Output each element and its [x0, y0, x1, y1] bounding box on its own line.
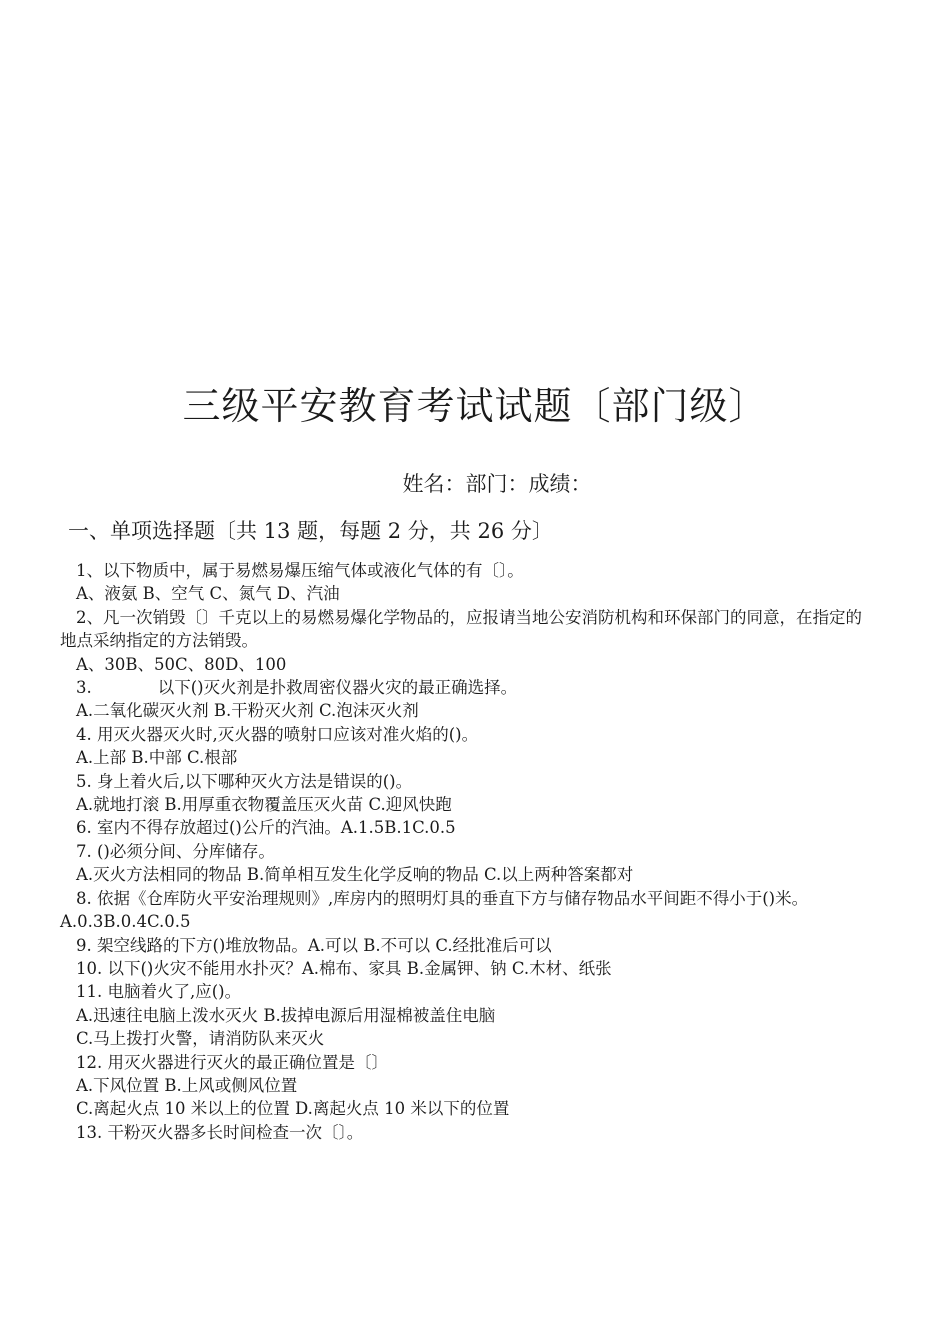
question-3 — [60, 676, 878, 699]
question-9: 9. 架空线路的下方()堆放物品。A.可以 B.不可以 C.经批准后可以 — [76, 935, 552, 955]
question-2: 2、凡一次销毁〔〕千克以上的易燃易爆化学物品的，应报请当地公安消防机构和环保部门的同意，在指定的地点采纳指定的方法销毁。 — [60, 607, 862, 651]
question-3-number: 3. — [76, 678, 92, 698]
question-7: 7. ()必须分间、分库储存。 — [76, 841, 275, 861]
question-11: 11. 电脑着火了,应()。 — [76, 982, 242, 1002]
section-heading: 一、单项选择题〔共 13 题，每题 2 分，共 26 分〕 — [68, 519, 553, 543]
question-4: 4. 用灭火器灭火时,灭火器的喷射口应该对准火焰的()。 — [76, 724, 479, 744]
question-13: 13. 干粉灭火器多长时间检查一次〔〕。 — [76, 1122, 364, 1142]
question-4-options: A.上部 B.中部 C.根部 — [76, 748, 238, 768]
question-3-text: 以下()灭火剂是扑救周密仪器火灾的最正确选择。 — [157, 678, 518, 698]
question-list — [60, 559, 878, 1144]
question-11-options-c: C.马上拨打火警，请消防队来灭火 — [76, 1029, 325, 1049]
question-5: 5. 身上着火后,以下哪种灭火方法是错误的()。 — [76, 771, 413, 791]
student-info-line: 姓名：部门：成绩： — [402, 472, 592, 496]
question-5-options: A.就地打滚 B.用厚重衣物覆盖压灭火苗 C.迎风快跑 — [76, 795, 452, 815]
question-12-options-ab: A.下风位置 B.上风或侧风位置 — [76, 1075, 298, 1095]
page-title: 三级平安教育考试试题〔部门级〕 — [182, 384, 768, 428]
question-2-options: A、30B、50C、80D、100 — [76, 654, 287, 674]
question-8: 8. 依据《仓库防火平安治理规则》,库房内的照明灯具的垂直下方与储存物品水平间距不得小于()米。A.0.3B.0.4C.0.5 — [60, 888, 809, 932]
question-3-options: A.二氧化碳灭火剂 B.干粉灭火剂 C.泡沫灭火剂 — [76, 701, 419, 721]
question-12-options-cd: C.离起火点 10 米以上的位置 D.离起火点 10 米以下的位置 — [76, 1099, 510, 1119]
question-11-options-ab: A.迅速往电脑上泼水灭火 B.拔掉电源后用湿棉被盖住电脑 — [76, 1005, 496, 1025]
question-7-options: A.灭火方法相同的物品 B.简单相互发生化学反响的物品 C.以上两种答案都对 — [76, 865, 634, 885]
question-1: 1、以下物质中，属于易燃易爆压缩气体或液化气体的有〔〕。 — [76, 561, 524, 580]
question-1-options: A、液氨 B、空气 C、氮气 D、汽油 — [76, 584, 340, 604]
question-12: 12. 用灭火器进行灭火的最正确位置是〔〕 — [76, 1052, 388, 1072]
question-6: 6. 室内不得存放超过()公斤的汽油。A.1.5B.1C.0.5 — [76, 818, 456, 838]
question-10: 10. 以下()火灾不能用水扑灭？A.棉布、家具 B.金属钾、钠 C.木材、纸张 — [76, 958, 612, 978]
